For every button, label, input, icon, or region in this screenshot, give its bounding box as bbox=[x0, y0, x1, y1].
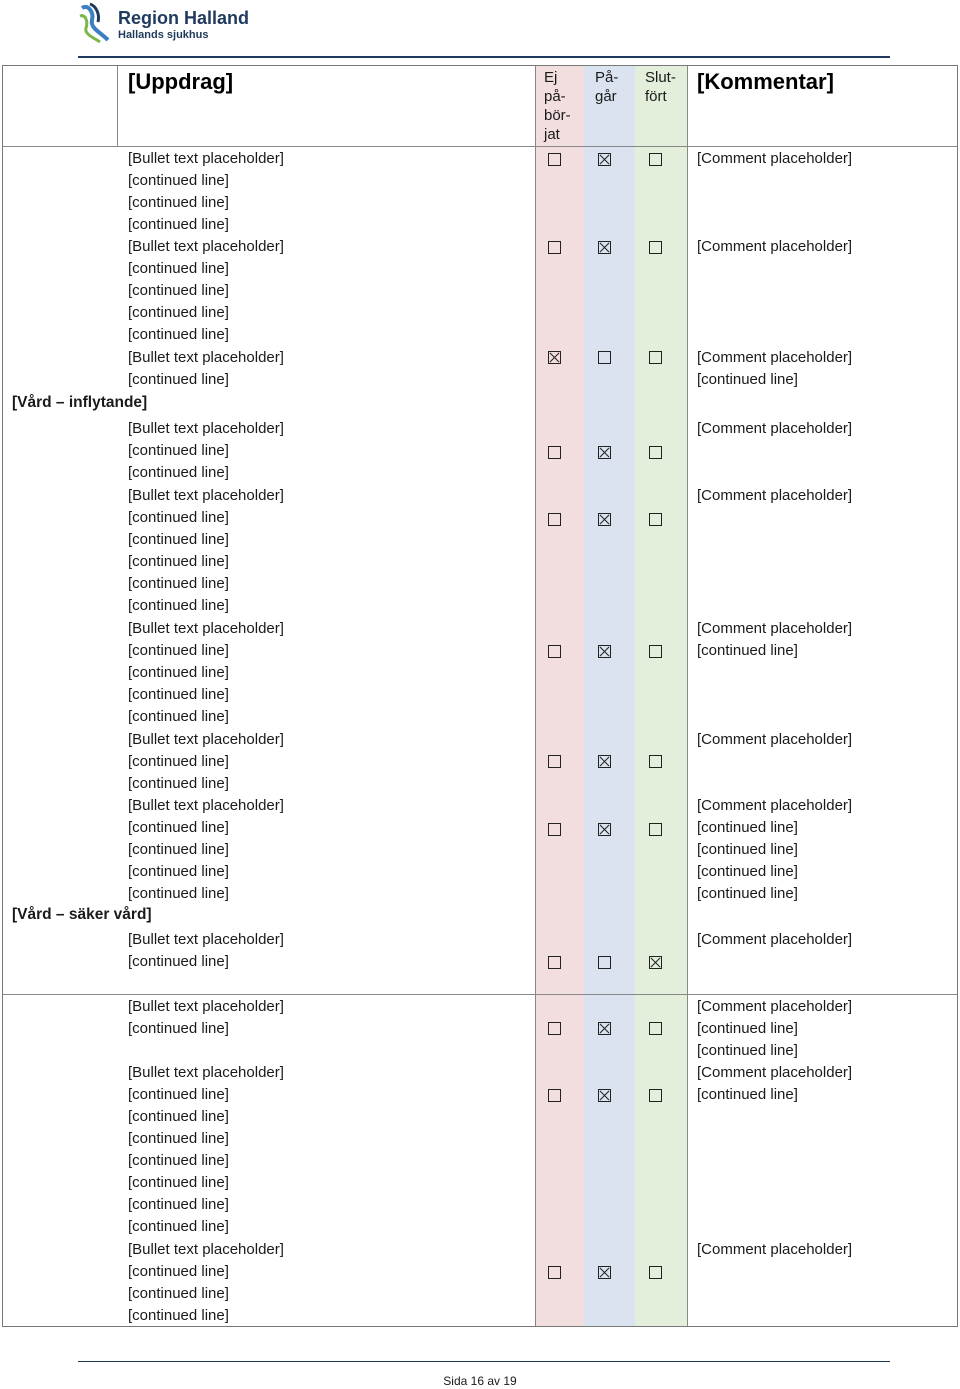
status-pagar-checkbox[interactable] bbox=[598, 645, 611, 658]
comment-line: [Comment placeholder] bbox=[697, 349, 853, 366]
text-line: [continued line] bbox=[128, 708, 229, 725]
comment-line: [continued line] bbox=[697, 885, 798, 902]
status-pagar-checkbox[interactable] bbox=[598, 241, 611, 254]
comment-text bbox=[697, 729, 952, 751]
text-line: [continued line] bbox=[128, 464, 229, 481]
section-heading: [Vård – inflytande] bbox=[12, 394, 148, 411]
status-slutfort-checkbox[interactable] bbox=[649, 241, 662, 254]
column-header-pagar: På- går bbox=[595, 69, 619, 105]
comment-line: [continued line] bbox=[697, 841, 798, 858]
text-line: [Bullet text placeholder] bbox=[128, 731, 284, 748]
comment-text bbox=[697, 236, 952, 258]
status-slutfort-checkbox[interactable] bbox=[649, 446, 662, 459]
comment-line: [continued line] bbox=[697, 642, 798, 659]
status-slutfort-checkbox[interactable] bbox=[649, 1022, 662, 1035]
status-pagar-checkbox[interactable] bbox=[598, 823, 611, 836]
text-line: [Bullet text placeholder] bbox=[128, 150, 284, 167]
text-line: [Bullet text placeholder] bbox=[128, 349, 284, 366]
text-line: [continued line] bbox=[128, 885, 229, 902]
status-slutfort-checkbox[interactable] bbox=[649, 351, 662, 364]
text-line: [continued line] bbox=[128, 664, 229, 681]
region-halland-logo bbox=[78, 2, 278, 44]
text-line: [continued line] bbox=[128, 1218, 229, 1235]
text-line: [continued line] bbox=[128, 1086, 229, 1103]
status-ej-paborjat-checkbox[interactable] bbox=[548, 513, 561, 526]
assignment-text bbox=[128, 485, 528, 617]
assignment-text bbox=[128, 1062, 528, 1238]
comment-line: [continued line] bbox=[697, 371, 798, 388]
assignment-text bbox=[128, 148, 528, 236]
status-ej-paborjat-checkbox[interactable] bbox=[548, 956, 561, 969]
status-ej-paborjat-checkbox[interactable] bbox=[548, 1089, 561, 1102]
text-line: [continued line] bbox=[128, 953, 229, 970]
text-line: [Bullet text placeholder] bbox=[128, 1241, 284, 1258]
page-number: Sida 16 av 19 bbox=[443, 1374, 517, 1388]
table-title: [Uppdrag] bbox=[128, 69, 234, 94]
text-line: [continued line] bbox=[128, 1263, 229, 1280]
table-divider bbox=[687, 66, 688, 1326]
status-ej-paborjat-checkbox[interactable] bbox=[548, 241, 561, 254]
assignment-text bbox=[128, 236, 528, 346]
text-line: [continued line] bbox=[128, 1152, 229, 1169]
logo-name: Region Halland bbox=[118, 8, 250, 28]
comment-line: [Comment placeholder] bbox=[697, 998, 853, 1015]
comment-text bbox=[697, 929, 952, 951]
assignment-text bbox=[128, 729, 528, 795]
assignment-text bbox=[128, 795, 528, 905]
table-divider bbox=[117, 66, 118, 146]
footer-rule bbox=[78, 1361, 890, 1362]
column-header-comment: [Kommentar] bbox=[697, 69, 834, 94]
status-ej-paborjat-checkbox[interactable] bbox=[548, 823, 561, 836]
comment-line: [Comment placeholder] bbox=[697, 238, 853, 255]
comment-line: [Comment placeholder] bbox=[697, 487, 853, 504]
logo-mark-icon bbox=[78, 2, 116, 44]
status-slutfort-checkbox[interactable] bbox=[649, 645, 662, 658]
text-line: [continued line] bbox=[128, 775, 229, 792]
status-pagar-checkbox[interactable] bbox=[598, 1089, 611, 1102]
status-pagar-checkbox[interactable] bbox=[598, 956, 611, 969]
status-ej-paborjat-checkbox[interactable] bbox=[548, 645, 561, 658]
status-slutfort-checkbox[interactable] bbox=[649, 823, 662, 836]
text-line: [continued line] bbox=[128, 575, 229, 592]
comment-text bbox=[697, 1239, 952, 1261]
comment-line: [continued line] bbox=[697, 1042, 798, 1059]
status-ej-paborjat-checkbox[interactable] bbox=[548, 351, 561, 364]
comment-line: [Comment placeholder] bbox=[697, 1064, 853, 1081]
status-slutfort-checkbox[interactable] bbox=[649, 755, 662, 768]
comment-line: [Comment placeholder] bbox=[697, 797, 853, 814]
status-ej-paborjat-checkbox[interactable] bbox=[548, 446, 561, 459]
comment-text bbox=[697, 618, 952, 662]
status-ej-paborjat-checkbox[interactable] bbox=[548, 1022, 561, 1035]
text-line: [continued line] bbox=[128, 326, 229, 343]
text-line: [continued line] bbox=[128, 863, 229, 880]
assignment-text bbox=[128, 929, 528, 973]
section-heading: [Vård – säker vård] bbox=[12, 906, 152, 923]
text-line: [continued line] bbox=[128, 642, 229, 659]
comment-text bbox=[697, 1062, 952, 1106]
status-ej-paborjat-checkbox[interactable] bbox=[548, 1266, 561, 1279]
text-line: [continued line] bbox=[128, 553, 229, 570]
assignment-text bbox=[128, 347, 528, 391]
table-divider bbox=[3, 146, 957, 147]
assignment-text bbox=[128, 996, 528, 1040]
text-line: [Bullet text placeholder] bbox=[128, 238, 284, 255]
logo-subtitle: Hallands sjukhus bbox=[118, 29, 209, 41]
text-line: [continued line] bbox=[128, 216, 229, 233]
status-ej-paborjat-checkbox[interactable] bbox=[548, 755, 561, 768]
text-line: [Bullet text placeholder] bbox=[128, 1064, 284, 1081]
text-line: [continued line] bbox=[128, 282, 229, 299]
status-pagar-checkbox[interactable] bbox=[598, 1022, 611, 1035]
comment-line: [Comment placeholder] bbox=[697, 731, 853, 748]
text-line: [Bullet text placeholder] bbox=[128, 620, 284, 637]
table-divider bbox=[3, 994, 957, 995]
text-line: [continued line] bbox=[128, 304, 229, 321]
table-divider bbox=[535, 66, 536, 1326]
text-line: [Bullet text placeholder] bbox=[128, 487, 284, 504]
text-line: [Bullet text placeholder] bbox=[128, 797, 284, 814]
text-line: [continued line] bbox=[128, 1108, 229, 1125]
status-pagar-checkbox[interactable] bbox=[598, 153, 611, 166]
text-line: [continued line] bbox=[128, 442, 229, 459]
status-ej-paborjat-checkbox[interactable] bbox=[548, 153, 561, 166]
text-line: [continued line] bbox=[128, 1174, 229, 1191]
text-line: [continued line] bbox=[128, 753, 229, 770]
status-slutfort-checkbox[interactable] bbox=[649, 1089, 662, 1102]
comment-text bbox=[697, 485, 952, 507]
text-line: [continued line] bbox=[128, 1307, 229, 1324]
column-header-slutfort: Slut- fört bbox=[645, 69, 676, 105]
text-line: [Bullet text placeholder] bbox=[128, 420, 284, 437]
status-pagar-checkbox[interactable] bbox=[598, 513, 611, 526]
text-line: [continued line] bbox=[128, 371, 229, 388]
comment-line: [Comment placeholder] bbox=[697, 620, 853, 637]
comment-line: [Comment placeholder] bbox=[697, 931, 853, 948]
comment-line: [Comment placeholder] bbox=[697, 420, 853, 437]
comment-text bbox=[697, 996, 952, 1062]
text-line: [continued line] bbox=[128, 509, 229, 526]
text-line: [continued line] bbox=[128, 194, 229, 211]
comment-line: [Comment placeholder] bbox=[697, 150, 853, 167]
comment-text bbox=[697, 148, 952, 170]
assignment-text bbox=[128, 618, 528, 728]
status-slutfort-checkbox[interactable] bbox=[649, 956, 662, 969]
comment-text bbox=[697, 347, 952, 391]
comment-line: [continued line] bbox=[697, 1086, 798, 1103]
text-line: [continued line] bbox=[128, 686, 229, 703]
text-line: [continued line] bbox=[128, 1285, 229, 1302]
text-line: [continued line] bbox=[128, 1130, 229, 1147]
status-pagar-checkbox[interactable] bbox=[598, 1266, 611, 1279]
text-line: [Bullet text placeholder] bbox=[128, 931, 284, 948]
status-slutfort-checkbox[interactable] bbox=[649, 513, 662, 526]
text-line: [continued line] bbox=[128, 1020, 229, 1037]
comment-text bbox=[697, 795, 952, 905]
comment-line: [continued line] bbox=[697, 863, 798, 880]
text-line: [Bullet text placeholder] bbox=[128, 998, 284, 1015]
comment-line: [Comment placeholder] bbox=[697, 1241, 853, 1258]
comment-line: [continued line] bbox=[697, 1020, 798, 1037]
text-line: [continued line] bbox=[128, 597, 229, 614]
column-header-ej-paborjat: Ej på- bör- jat bbox=[544, 69, 571, 143]
comment-text bbox=[697, 418, 952, 440]
header-rule bbox=[78, 56, 890, 58]
assignment-text bbox=[128, 418, 528, 484]
status-pagar-checkbox[interactable] bbox=[598, 755, 611, 768]
text-line: [continued line] bbox=[128, 819, 229, 836]
text-line: [continued line] bbox=[128, 841, 229, 858]
text-line: [continued line] bbox=[128, 1196, 229, 1213]
text-line: [continued line] bbox=[128, 260, 229, 277]
text-line: [continued line] bbox=[128, 531, 229, 548]
status-slutfort-checkbox[interactable] bbox=[649, 1266, 662, 1279]
status-slutfort-checkbox[interactable] bbox=[649, 153, 662, 166]
text-line: [continued line] bbox=[128, 172, 229, 189]
status-pagar-checkbox[interactable] bbox=[598, 446, 611, 459]
status-pagar-checkbox[interactable] bbox=[598, 351, 611, 364]
comment-line: [continued line] bbox=[697, 819, 798, 836]
assignment-text bbox=[128, 1239, 528, 1327]
